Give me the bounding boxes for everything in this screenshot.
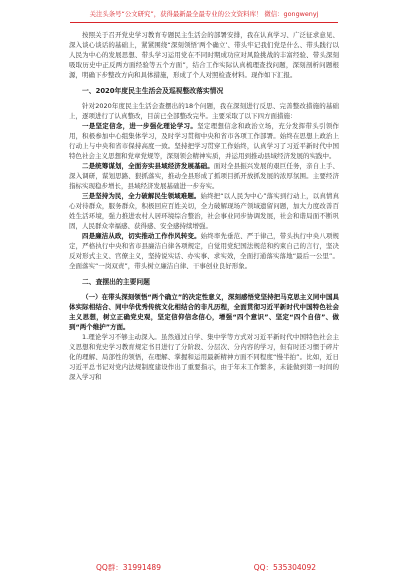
section-2-subheading — [69, 292, 339, 332]
intro-paragraph: 按照关于召开党史学习教育专题民主生活会的部署安排，我在认真学习、广泛征求意见、深入谈心谈话的基础上，紧紧围绕“深刻领悟‘两个确立’、带头牢记我们党是什么、带头践行以人民为中心的发展思想、带头学习运用党在不同时期成功应对风险挑战的丰富经验、带头深刻吸取历史中正反两方面经验等五个方面”，结合工作实际认真梳理查找问题，深刻剖析问题根源，明确下步整改方向和具体措施，形成了个人对照检查材料。现作如下汇报。 — [69, 31, 339, 79]
item-lead: 四是廉洁从政，切实推动工作作风转变。 — [82, 232, 201, 240]
item-text: 始终率先垂范、严于律己，带头执行中央八项规定，严格执行中央和省市县廉洁自律各项规定，自觉用党纪国法规范和约束自己的言行，坚决反对形式主义、官僚主义，坚持说实话、办实事、求实效，全面打通落实落地“最后一公里”。全面落实“一岗双责”，带头树立廉洁自律、干事创业良好形象。 — [69, 232, 340, 270]
item-lead: 三是坚持为民，全力破解民生领域难题。 — [82, 192, 201, 200]
item-lead: 一是坚定信念，进一步强化理论学习。 — [82, 122, 198, 130]
section-1-item-3 — [69, 191, 339, 231]
subheading-text: （一）在带头深刻领悟“两个确立”的决定性意义，深刻感悟党坚持把马克思主义同中国具体实际相结合、同中华优秀传统文化相结合的非凡历程，全面贯彻习近平新时代中国特色社会主义思想，树立正确党史观，坚定信仰信念信心，增强“四个意识”、坚定“四个自信”、做到“两个维护”方面。 — [69, 293, 339, 331]
footer-qq: QQ：535304092 — [253, 563, 316, 572]
section-2-heading: 二、查摆出的主要问题 — [82, 278, 150, 286]
item-text: 坚定理想信念和政治立场，充分发挥带头引领作用，积极参加中心组集体学习，及时学习贯彻中央和省市各项工作部署。始终在思想上政治上行动上与中央和省市保持高度一致。坚持把学习贯穿工作始终，认真学习了习近平新时代中国特色社会主义思想和党章党规等，深刻领会精神实质，并运用到推动县域经济发展的实践中。 — [69, 122, 340, 160]
section-1-intro: 针对2020年度民主生活会查摆出的18个问题，我在深刻进行反思、完善整改措施的基础上，逐项进行了认真整改，目前已全部整改完毕。主要采取了以下四方面措施： — [69, 102, 339, 120]
section-2-paragraph: 1.理论学习不够主动深入。虽然通过自学、集中学等方式对习近平新时代中国特色社会主义思想和党史学习教育规定书目进行了分阶段、分层次、分内容的学习，但有时还习惯于碎片化的理解、局部性的领悟，在理解、掌握和运用最新精神方面不同程度“慢半拍”。比如，近日习近平总书记对党内法规制度建设作出了重要指示，由于年末工作繁多，未能做到第一时间的深入学习和 — [69, 333, 339, 381]
section-1-item-1 — [69, 121, 339, 161]
item-text: 始终把“以人民为中心”落实到行动上，以真情真心对待群众，服务群众，积极回应百姓关切，全力破解现场产领域遗留问题，加大力度改善百姓生活环境，强力推进农村人居环境综合整治，社会事业同步协调发展，社会和谐局面不断巩固，人民群众幸福感、获得感、安全感持续增强。 — [69, 192, 339, 230]
item-text: 面对全县振兴发展的艰巨任务，亲自上手、深入调研，谋划思路、狠抓落实，推动全县形成了抓项目抓开放抓发展的浓厚氛围。主要经济指标实现稳步增长，县域经济发展基础进一步夯实。 — [69, 162, 340, 190]
header-divider — [70, 22, 338, 23]
document-body — [69, 30, 339, 382]
section-1-item-2 — [69, 161, 339, 191]
section-1-item-4 — [69, 231, 339, 271]
section-1-heading: 一、2020年度民主生活会及巡视整改落实情况 — [82, 87, 224, 95]
footer-contacts — [96, 562, 316, 574]
header-banner: 关注头条号“公文研究”，获得最新最全最专业的公文资料库！ 微信：gongwenyj — [89, 10, 319, 18]
footer-qq-group: QQ群：31991489 — [96, 563, 161, 572]
item-lead: 二是统筹谋划，全面夯实县域经济发展基础。 — [82, 162, 214, 170]
